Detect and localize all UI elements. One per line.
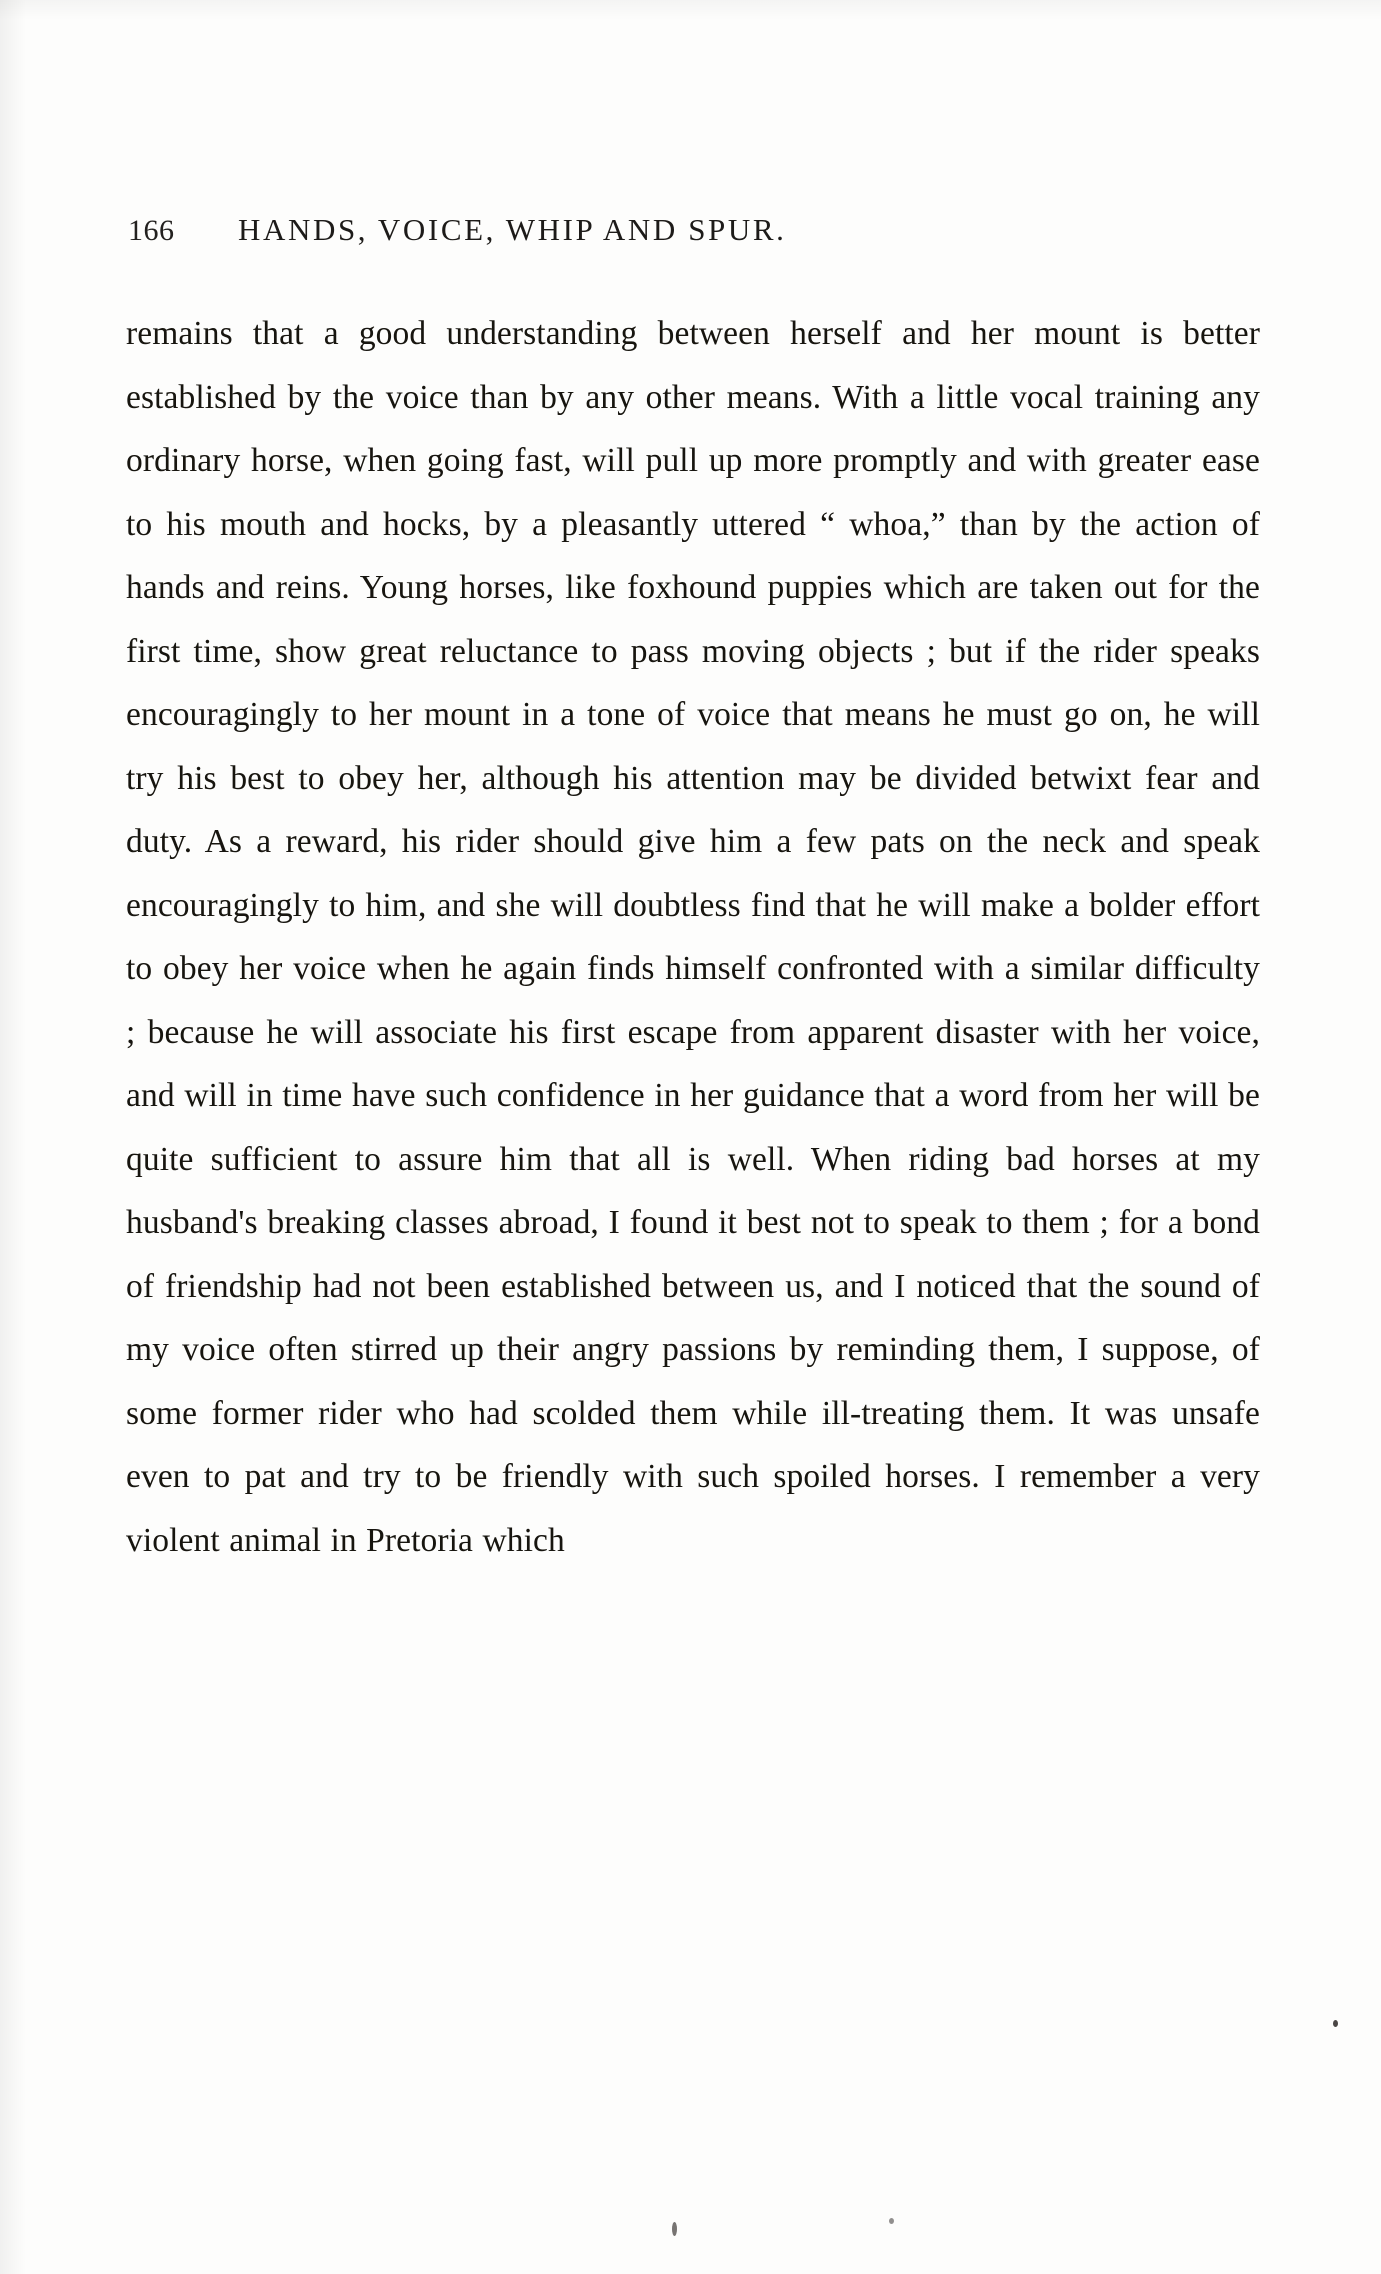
body-text-block xyxy=(126,302,1260,1572)
running-head: HANDS, VOICE, WHIP AND SPUR. xyxy=(238,212,787,247)
page-edge-shading xyxy=(0,0,26,2274)
page-top-shading xyxy=(0,0,1381,20)
page-number: 166 xyxy=(128,214,175,247)
scan-speck-icon xyxy=(672,2222,677,2236)
body-paragraph: remains that a good understanding between herself and her mount is better established by the voice than by any other means. With a little vocal training any ordinary horse, when going fast, will pull up more promptly and with greater ease to his mouth and hocks, by a pleasantly uttered “ whoa,” than by the action of hands and reins. Young horses, like foxhound puppies which are taken out for the first time, show great reluctance to pass moving objects ; but if the rider speaks encouragingly to her mount in a tone of voice that means he must go on, he will try his best to obey her, although his attention may be divided betwixt fear and duty. As a reward, his rider should give him a few pats on the neck and speak encouragingly to him, and she will doubtless find that he will make a bolder effort to obey her voice when he again finds himself confronted with a similar difficulty ; because he will associate his first escape from apparent disaster with her voice, and will in time have such confidence in her guidance that a word from her will be quite sufficient to assure him that all is well. When riding bad horses at my husband's breaking classes abroad, I found it best not to speak to them ; for a bond of friendship had not been established between us, and I noticed that the sound of my voice often stirred up their angry passions by reminding them, I suppose, of some former rider who had scolded them while ill-treating them. It was unsafe even to pat and try to be friendly with such spoiled horses. I remember a very violent animal in Pretoria which xyxy=(126,315,1260,1559)
page-header xyxy=(128,212,1258,248)
scan-speck-icon xyxy=(889,2218,894,2224)
scan-speck-icon xyxy=(1333,2020,1338,2027)
